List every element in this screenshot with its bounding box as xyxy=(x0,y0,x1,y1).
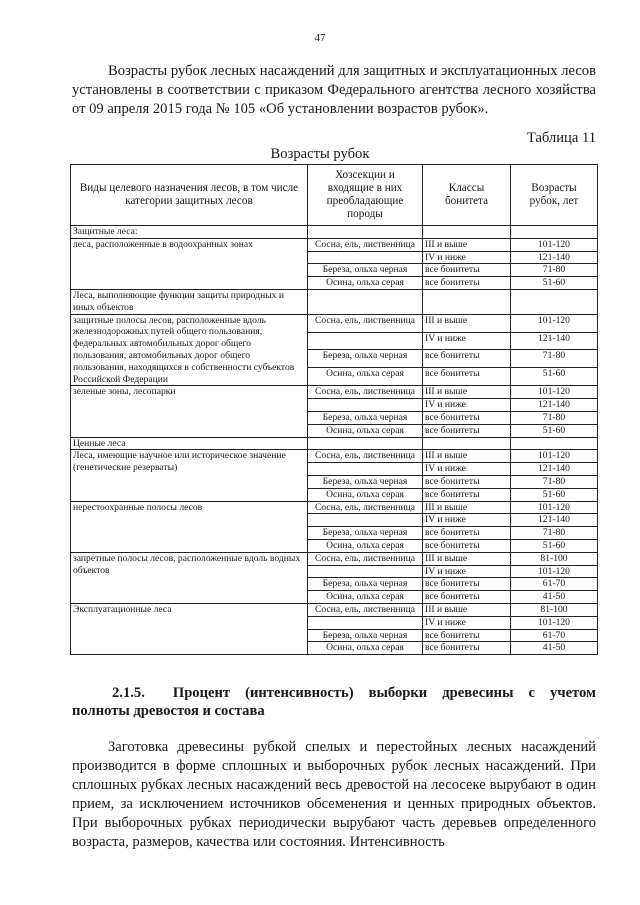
site-class-cell: IV и ниже xyxy=(423,463,511,476)
logging-age-cell: 101-120 xyxy=(511,565,598,578)
site-class-cell: IV и ниже xyxy=(423,514,511,527)
site-class-cell: III и выше xyxy=(423,450,511,463)
site-class-cell: все бонитеты xyxy=(423,629,511,642)
species-cell: Осина, ольха серая xyxy=(308,488,423,501)
species-cell: Осина, ольха серая xyxy=(308,424,423,437)
species-cell: Береза, ольха черная xyxy=(308,578,423,591)
site-class-cell: все бонитеты xyxy=(423,475,511,488)
site-class-cell: IV и ниже xyxy=(423,332,511,350)
page-number: 47 xyxy=(314,32,326,44)
species-cell xyxy=(308,463,423,476)
species-cell: Сосна, ель, лиственница xyxy=(308,238,423,251)
table-row xyxy=(71,501,598,514)
table-row xyxy=(71,603,598,616)
species-cell: Сосна, ель, лиственница xyxy=(308,501,423,514)
species-cell: Береза, ольха черная xyxy=(308,350,423,368)
logging-age-cell: 51-60 xyxy=(511,368,598,386)
species-cell: Береза, ольха черная xyxy=(308,411,423,424)
logging-age-cell: 61-70 xyxy=(511,629,598,642)
species-cell: Береза, ольха черная xyxy=(308,475,423,488)
logging-age-cell: 81-100 xyxy=(511,603,598,616)
site-class-cell: III и выше xyxy=(423,603,511,616)
table-header-row xyxy=(71,165,598,226)
site-class-cell: все бонитеты xyxy=(423,642,511,655)
logging-age-cell: 101-120 xyxy=(511,238,598,251)
table-row xyxy=(71,386,598,399)
forest-purpose-cell: Эксплуатационные леса xyxy=(71,603,308,654)
logging-age-cell: 121-140 xyxy=(511,251,598,264)
empty-cell xyxy=(308,226,423,239)
section-row xyxy=(71,437,598,450)
site-class-cell: III и выше xyxy=(423,238,511,251)
site-class-cell: IV и ниже xyxy=(423,399,511,412)
site-class-cell: все бонитеты xyxy=(423,264,511,277)
forest-purpose-cell: запретные полосы лесов, расположенные вдоль водных объектов xyxy=(71,552,308,603)
species-cell: Сосна, ель, лиственница xyxy=(308,552,423,565)
header-purpose: Виды целевого назначения лесов, в том числе категории защитных лесов xyxy=(71,165,308,226)
species-cell: Осина, ольха серая xyxy=(308,591,423,604)
empty-cell xyxy=(308,437,423,450)
body-text: Заготовка древесины рубкой спелых и перестойных лесных насаждений производится в форме сплошных и выборочных рубок лесных насаждений. При сплошных рубках лесных насаждений весь древостой на лесосеке вырубают в один прием, за исключением источников обсеменения и ценных природных объектов. При выборочных рубках периодически вырубают часть деревьев определенного возраста, размеров, качества или состояния. Интенсивность xyxy=(72,739,596,850)
site-class-cell: все бонитеты xyxy=(423,527,511,540)
section-heading xyxy=(72,684,596,720)
table-row xyxy=(71,238,598,251)
logging-age-cell: 71-80 xyxy=(511,264,598,277)
logging-age-cell: 51-60 xyxy=(511,488,598,501)
species-cell: Сосна, ель, лиственница xyxy=(308,450,423,463)
site-class-cell: III и выше xyxy=(423,501,511,514)
table-caption: Таблица 11 xyxy=(526,130,596,146)
forest-purpose-cell: нерестоохранные полосы лесов xyxy=(71,501,308,552)
table-row xyxy=(71,450,598,463)
site-class-cell: все бонитеты xyxy=(423,411,511,424)
intro-paragraph xyxy=(72,62,596,119)
species-cell xyxy=(308,332,423,350)
forest-purpose-cell: зеленые зоны, лесопарки xyxy=(71,386,308,437)
table-body xyxy=(71,226,598,655)
logging-age-cell: 101-120 xyxy=(511,314,598,332)
species-cell: Осина, ольха серая xyxy=(308,539,423,552)
logging-age-cell: 101-120 xyxy=(511,450,598,463)
site-class-cell: IV и ниже xyxy=(423,251,511,264)
logging-age-cell: 61-70 xyxy=(511,578,598,591)
logging-age-cell: 41-50 xyxy=(511,642,598,655)
species-cell: Береза, ольха черная xyxy=(308,264,423,277)
site-class-cell: III и выше xyxy=(423,314,511,332)
section-title: Защитные леса: xyxy=(71,226,308,239)
logging-age-cell: 101-120 xyxy=(511,501,598,514)
section-title: Процент (интенсивность) выборки древесины с учетом полноты древостоя и состава xyxy=(72,685,596,719)
forest-purpose-cell: леса, расположенные в водоохранных зонах xyxy=(71,238,308,289)
logging-age-cell: 41-50 xyxy=(511,591,598,604)
species-cell: Береза, ольха черная xyxy=(308,629,423,642)
site-class-cell: все бонитеты xyxy=(423,368,511,386)
site-class-cell: IV и ниже xyxy=(423,616,511,629)
header-site-class: Классы бонитета xyxy=(423,165,511,226)
species-cell: Осина, ольха серая xyxy=(308,368,423,386)
logging-age-cell: 121-140 xyxy=(511,332,598,350)
logging-age-cell: 101-120 xyxy=(511,616,598,629)
empty-cell xyxy=(511,289,598,314)
logging-age-cell: 81-100 xyxy=(511,552,598,565)
site-class-cell: III и выше xyxy=(423,552,511,565)
empty-cell xyxy=(423,437,511,450)
site-class-cell: все бонитеты xyxy=(423,277,511,290)
species-cell: Сосна, ель, лиственница xyxy=(308,386,423,399)
species-cell xyxy=(308,399,423,412)
site-class-cell: IV и ниже xyxy=(423,565,511,578)
section-number: 2.1.5. xyxy=(112,685,145,701)
species-cell xyxy=(308,565,423,578)
logging-age-cell: 101-120 xyxy=(511,386,598,399)
site-class-cell: все бонитеты xyxy=(423,539,511,552)
logging-age-cell: 51-60 xyxy=(511,424,598,437)
header-species: Хозсекции и входящие в них преобладающие породы xyxy=(308,165,423,226)
logging-age-cell: 121-140 xyxy=(511,463,598,476)
section-title: Ценные леса xyxy=(71,437,308,450)
logging-age-table xyxy=(70,164,598,655)
logging-age-cell: 71-80 xyxy=(511,411,598,424)
logging-age-cell: 71-80 xyxy=(511,475,598,488)
section-title: Леса, выполняющие функции защиты природных и иных объектов xyxy=(71,289,308,314)
empty-cell xyxy=(511,437,598,450)
site-class-cell: III и выше xyxy=(423,386,511,399)
species-cell: Осина, ольха серая xyxy=(308,277,423,290)
forest-purpose-cell: защитные полосы лесов, расположенные вдоль железнодорожных путей общего пользования, федеральных автомобильных дорог общего пользования, автомобильных дорог общего пользования, находящихся в собственности субъектов Российской Федерации xyxy=(71,314,308,386)
forest-purpose-cell: Леса, имеющие научное или историческое значение (генетические резерваты) xyxy=(71,450,308,501)
table-row xyxy=(71,552,598,565)
logging-age-cell: 51-60 xyxy=(511,277,598,290)
empty-cell xyxy=(423,289,511,314)
logging-age-cell: 121-140 xyxy=(511,514,598,527)
header-logging-age: Возрасты рубок, лет xyxy=(511,165,598,226)
species-cell xyxy=(308,251,423,264)
logging-age-cell: 51-60 xyxy=(511,539,598,552)
species-cell: Сосна, ель, лиственница xyxy=(308,314,423,332)
section-row xyxy=(71,226,598,239)
species-cell xyxy=(308,616,423,629)
species-cell: Осина, ольха серая xyxy=(308,642,423,655)
site-class-cell: все бонитеты xyxy=(423,424,511,437)
empty-cell xyxy=(423,226,511,239)
site-class-cell: все бонитеты xyxy=(423,591,511,604)
logging-age-cell: 71-80 xyxy=(511,350,598,368)
logging-age-cell: 121-140 xyxy=(511,399,598,412)
table-title: Возрасты рубок xyxy=(270,146,370,162)
table-row xyxy=(71,314,598,332)
section-row xyxy=(71,289,598,314)
species-cell: Береза, ольха черная xyxy=(308,527,423,540)
site-class-cell: все бонитеты xyxy=(423,488,511,501)
logging-age-cell: 71-80 xyxy=(511,527,598,540)
site-class-cell: все бонитеты xyxy=(423,350,511,368)
intro-text: Возрасты рубок лесных насаждений для защитных и эксплуатационных лесов установлены в соответствии с приказом Федерального агентства лесного хозяйства от 09 апреля 2015 года № 105 «Об установлении возрастов рубок». xyxy=(72,63,596,117)
species-cell xyxy=(308,514,423,527)
empty-cell xyxy=(511,226,598,239)
body-paragraph xyxy=(72,738,596,852)
site-class-cell: все бонитеты xyxy=(423,578,511,591)
empty-cell xyxy=(308,289,423,314)
species-cell: Сосна, ель, лиственница xyxy=(308,603,423,616)
